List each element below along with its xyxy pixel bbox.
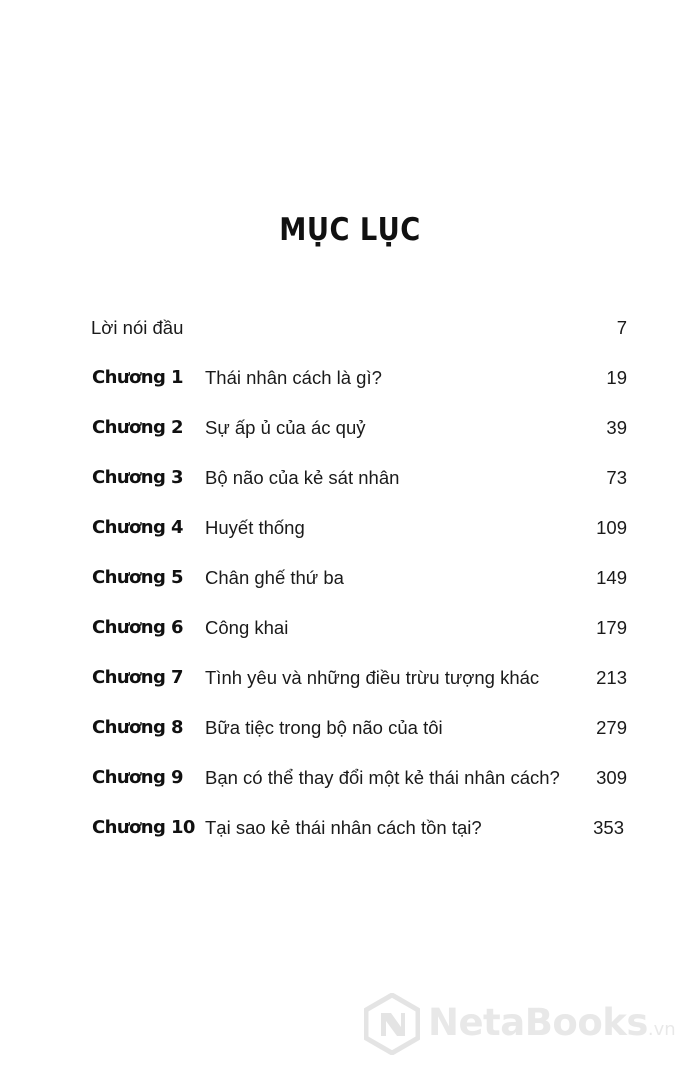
toc-entry-title: Chân ghế thứ ba: [205, 567, 344, 588]
toc-entry-title: Bữa tiệc trong bộ não của tôi: [205, 717, 443, 738]
toc-page-number: 213: [596, 667, 627, 688]
toc-chapter-label: Chương 10: [92, 817, 195, 838]
toc-chapter-label: Chương 4: [92, 517, 183, 538]
toc-entry-title: Bạn có thể thay đổi một kẻ thái nhân cách?: [205, 767, 560, 788]
toc-entry-title: Sự ấp ủ của ác quỷ: [205, 417, 366, 438]
toc-row-preface: [0, 313, 700, 343]
toc-row: [0, 663, 700, 693]
watermark-brand-name: NetaBooks: [428, 1001, 648, 1044]
toc-chapter-label: Chương 1: [92, 367, 183, 388]
toc-row: [0, 813, 700, 843]
toc-page-number: 39: [606, 417, 627, 438]
toc-entry-title: Lời nói đầu: [91, 317, 184, 338]
watermark-brand-suffix: .vn: [647, 1019, 676, 1040]
toc-chapter-label: Chương 9: [92, 767, 183, 788]
toc-page-number: 279: [596, 717, 627, 738]
toc-entry-title: Huyết thống: [205, 517, 305, 538]
toc-row: [0, 563, 700, 593]
toc-page-number: 309: [596, 767, 627, 788]
toc-row: [0, 763, 700, 793]
toc-chapter-label: Chương 2: [92, 417, 183, 438]
toc-chapter-label: Chương 7: [92, 667, 183, 688]
toc-entry-title: Thái nhân cách là gì?: [205, 367, 382, 388]
page-title: MỤC LỤC: [279, 212, 421, 248]
toc-entry-title: Bộ não của kẻ sát nhân: [205, 467, 400, 488]
toc-page-number: 149: [596, 567, 627, 588]
toc-entry-title: Tình yêu và những điều trừu tượng khác: [205, 667, 540, 688]
toc-row: [0, 363, 700, 393]
toc-entry-title: Tại sao kẻ thái nhân cách tồn tại?: [205, 817, 482, 838]
toc-chapter-label: Chương 3: [92, 467, 183, 488]
toc-page-number: 179: [596, 617, 627, 638]
toc-row: [0, 613, 700, 643]
toc-row: [0, 413, 700, 443]
toc-page-number: 73: [606, 467, 627, 488]
toc-entry-title: Công khai: [205, 617, 289, 638]
toc-page-number: 19: [606, 367, 627, 388]
toc-row: [0, 463, 700, 493]
watermark-brand: [428, 1001, 676, 1052]
toc-chapter-label: Chương 5: [92, 567, 183, 588]
netabooks-logo-icon: [364, 993, 420, 1055]
toc-row: [0, 513, 700, 543]
toc-chapter-label: Chương 8: [92, 717, 183, 738]
toc-row: [0, 713, 700, 743]
toc-chapter-label: Chương 6: [92, 617, 183, 638]
netabooks-watermark: [364, 993, 694, 1055]
toc-page-number: 109: [596, 517, 627, 538]
toc-page-number: 7: [616, 317, 627, 338]
toc-page-number: 353: [593, 817, 624, 838]
